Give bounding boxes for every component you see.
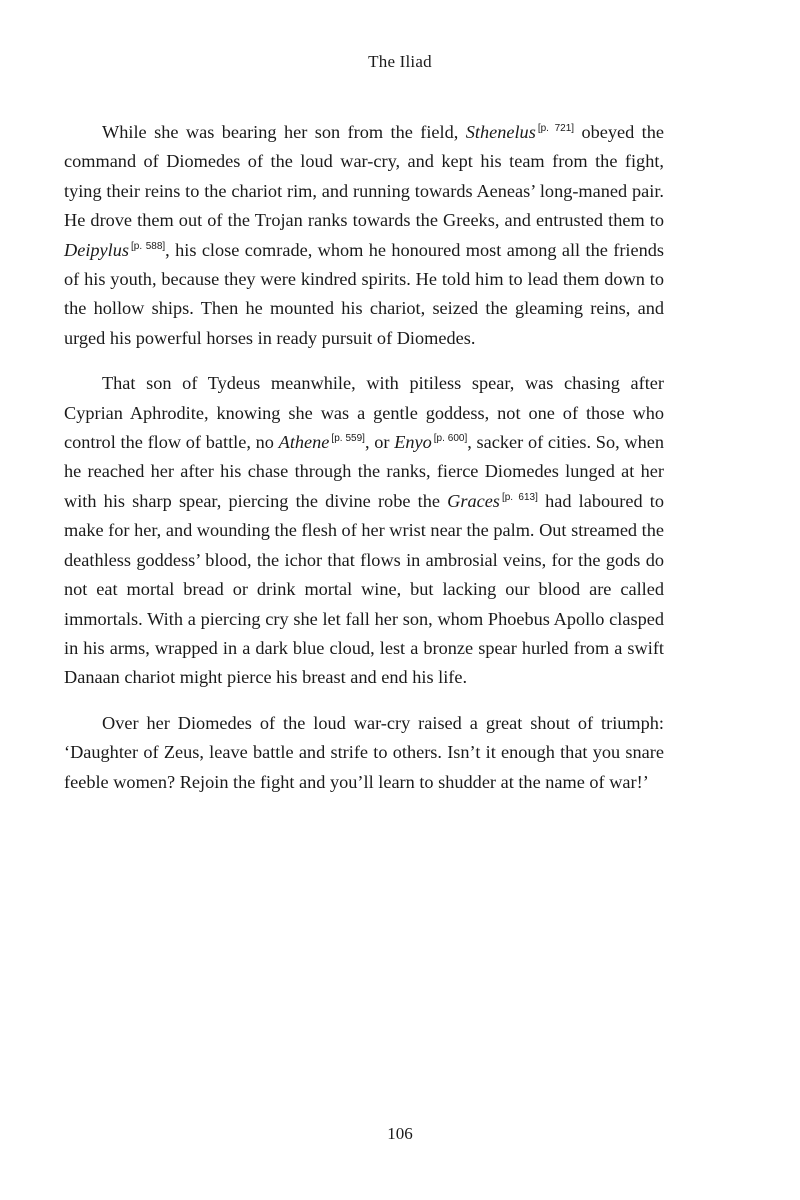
text-run: Over her Diomedes of the loud war-cry raised a great shout of triumph: ‘Daughter of Zeus, leave battle and strife to others. Isn’t it enough that you snare feeble women? Rejoin the fight and you’ll learn to shudder at the name of war!’ [64, 712, 664, 792]
proper-name: Athene [278, 432, 330, 453]
page-reference: [p. 588] [130, 240, 166, 252]
paragraph [64, 709, 664, 797]
page-reference: [p. 613] [501, 491, 538, 503]
paragraph [64, 118, 664, 353]
page-reference: [p. 721] [537, 122, 575, 134]
page-number: 106 [387, 1124, 413, 1143]
body-text [64, 118, 664, 813]
text-run: , sacker of cities. So, when he reached her after his chase through the ranks, fierce Diomedes lunged at her with his sharp spear, piercing the divine robe the [64, 432, 664, 511]
proper-name: Enyo [394, 432, 432, 453]
proper-name: Sthenelus [465, 122, 536, 142]
running-header: The Iliad [368, 52, 432, 71]
paragraph [64, 369, 664, 692]
text-run: , or [364, 432, 395, 453]
proper-name: Deipylus [64, 239, 129, 260]
text-run: That son of Tydeus meanwhile, with pitiless spear, was chasing after Cyprian Aphrodite, knowing she was a gentle goddess, not one of those who control the flow of battle, no [64, 373, 664, 453]
text-run: While she was bearing her son from the field, [102, 122, 466, 142]
text-run: , his close comrade, whom he honoured most among all the friends of his youth, because they were kindred spirits. He told him to lead them down to the hollow ships. Then he mounted his chariot, seized the gleaming reins, and urged his powerful horses in ready pursuit of Diomedes. [64, 239, 664, 348]
text-run: had laboured to make for her, and wounding the flesh of her wrist near the palm. Out streamed the deathless goddess’ blood, the ichor that flows in ambrosial veins, for the gods do not eat mortal bread or drink mortal wine, but lacking our blood are called immortals. With a piercing cry she let fall her son, whom Phoebus Apollo clasped in his arms, wrapped in a dark blue cloud, lest a bronze spear hurled from a swift Danaan chariot might pierce his breast and end his life. [64, 490, 664, 688]
proper-name: Graces [447, 490, 500, 511]
text-run: obeyed the command of Diomedes of the loud war-cry, and kept his team from the fight, tying their reins to the chariot rim, and running towards Aeneas’ long-maned pair. He drove them out of the Trojan ranks towards the Greeks, and entrusted them to [64, 122, 665, 231]
page-reference: [p. 559] [331, 432, 365, 444]
page-reference: [p. 600] [433, 432, 468, 444]
